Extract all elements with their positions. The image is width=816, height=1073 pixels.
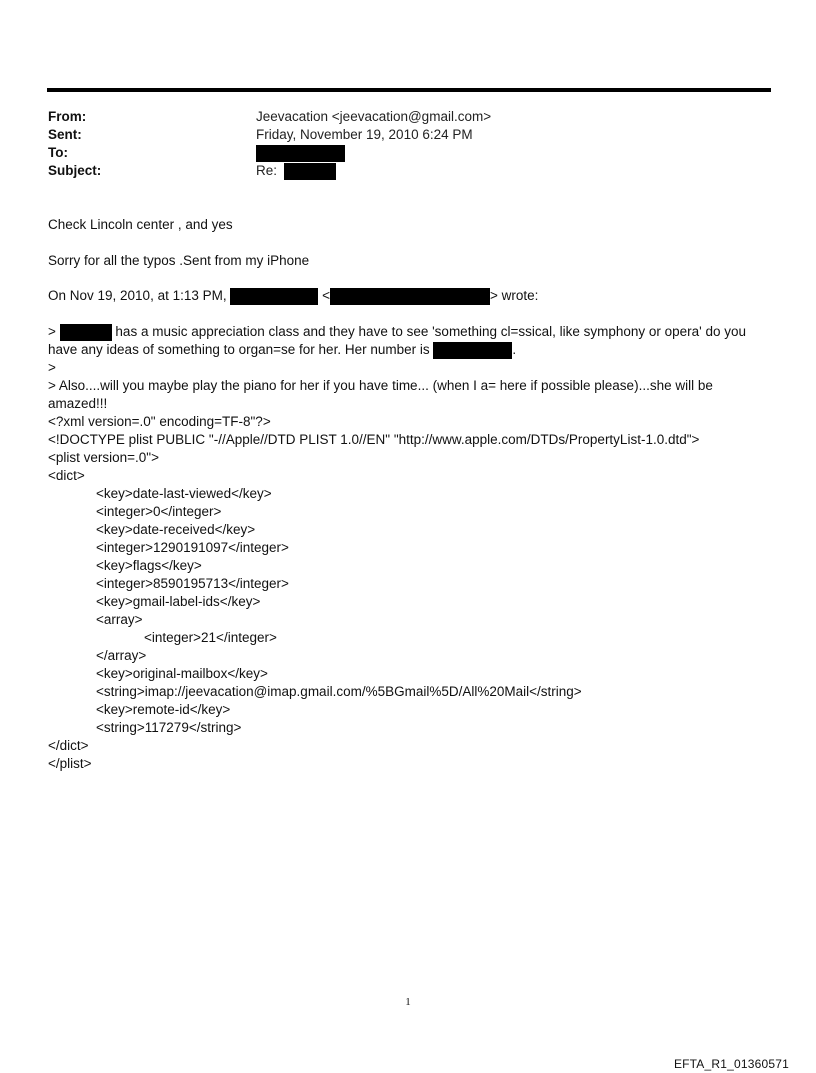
header-rule: [47, 88, 771, 92]
redaction-box: [256, 145, 345, 162]
redaction-box: [60, 324, 112, 341]
subject-label: Subject:: [48, 163, 102, 178]
quote-line: amazed!!!: [48, 396, 108, 411]
quote-line: [48, 323, 746, 341]
plist-line: <key>original-mailbox</key>: [96, 666, 268, 681]
plist-line: <key>gmail-label-ids</key>: [96, 594, 261, 609]
quote-marker: >: [48, 324, 56, 339]
redaction-box: [284, 163, 336, 180]
subject-prefix: Re:: [256, 163, 278, 178]
page-number: 1: [405, 996, 411, 1008]
plist-line: <integer>0</integer>: [96, 504, 222, 519]
plist-line: <integer>8590195713</integer>: [96, 576, 289, 591]
wrote-prefix: On Nov 19, 2010, at 1:13 PM,: [48, 288, 227, 303]
quote-line: [48, 341, 516, 359]
wrote-lt: <: [322, 288, 331, 303]
redaction-box: [330, 288, 490, 305]
plist-line: <key>date-last-viewed</key>: [96, 486, 272, 501]
plist-line: </dict>: [48, 738, 89, 753]
plist-line: </array>: [96, 648, 147, 663]
plist-line: <key>flags</key>: [96, 558, 202, 573]
to-label: To:: [48, 145, 68, 160]
sent-label: Sent:: [48, 127, 82, 142]
quote-text: has a music appreciation class and they have to see 'something cl=ssical, like symphony or opera' do you: [115, 324, 747, 339]
plist-line: <string>117279</string>: [96, 720, 242, 735]
plist-line: </plist>: [48, 756, 92, 771]
bates-number: EFTA_R1_01360571: [673, 1057, 789, 1071]
plist-line: <key>remote-id</key>: [96, 702, 231, 717]
plist-line: <integer>21</integer>: [144, 630, 277, 645]
sent-value: Friday, November 19, 2010 6:24 PM: [256, 127, 473, 142]
plist-line: <plist version=.0">: [48, 450, 159, 465]
plist-line: <array>: [96, 612, 143, 627]
plist-line: <string>imap://jeevacation@imap.gmail.com/%5BGmail%5D/All%20Mail</string>: [96, 684, 582, 699]
quote-line: > Also....will you maybe play the piano for her if you have time... (when I a= here if possible please)...she will be: [48, 378, 713, 393]
plist-line: <key>date-received</key>: [96, 522, 256, 537]
body-line: Check Lincoln center , and yes: [48, 217, 233, 232]
quote-line: >: [48, 360, 56, 375]
plist-line: <dict>: [48, 468, 85, 483]
from-value: Jeevacation <jeevacation@gmail.com>: [256, 109, 492, 124]
plist-line: <!DOCTYPE plist PUBLIC "-//Apple//DTD PLIST 1.0//EN" "http://www.apple.com/DTDs/PropertyList-1.0.dtd">: [48, 432, 700, 447]
quote-text: have any ideas of something to organ=se for her. Her number is: [48, 342, 430, 357]
plist-line: <integer>1290191097</integer>: [96, 540, 289, 555]
quote-end: .: [512, 342, 517, 357]
redaction-box: [433, 342, 512, 359]
plist-line: <?xml version=.0" encoding=TF-8"?>: [48, 414, 271, 429]
to-value: [256, 144, 345, 162]
wrote-suffix: > wrote:: [490, 288, 539, 303]
subject-value: [256, 162, 336, 180]
from-label: From:: [48, 109, 87, 124]
wrote-line: [48, 287, 538, 305]
body-line: Sorry for all the typos .Sent from my iPhone: [48, 253, 310, 268]
redaction-box: [230, 288, 318, 305]
